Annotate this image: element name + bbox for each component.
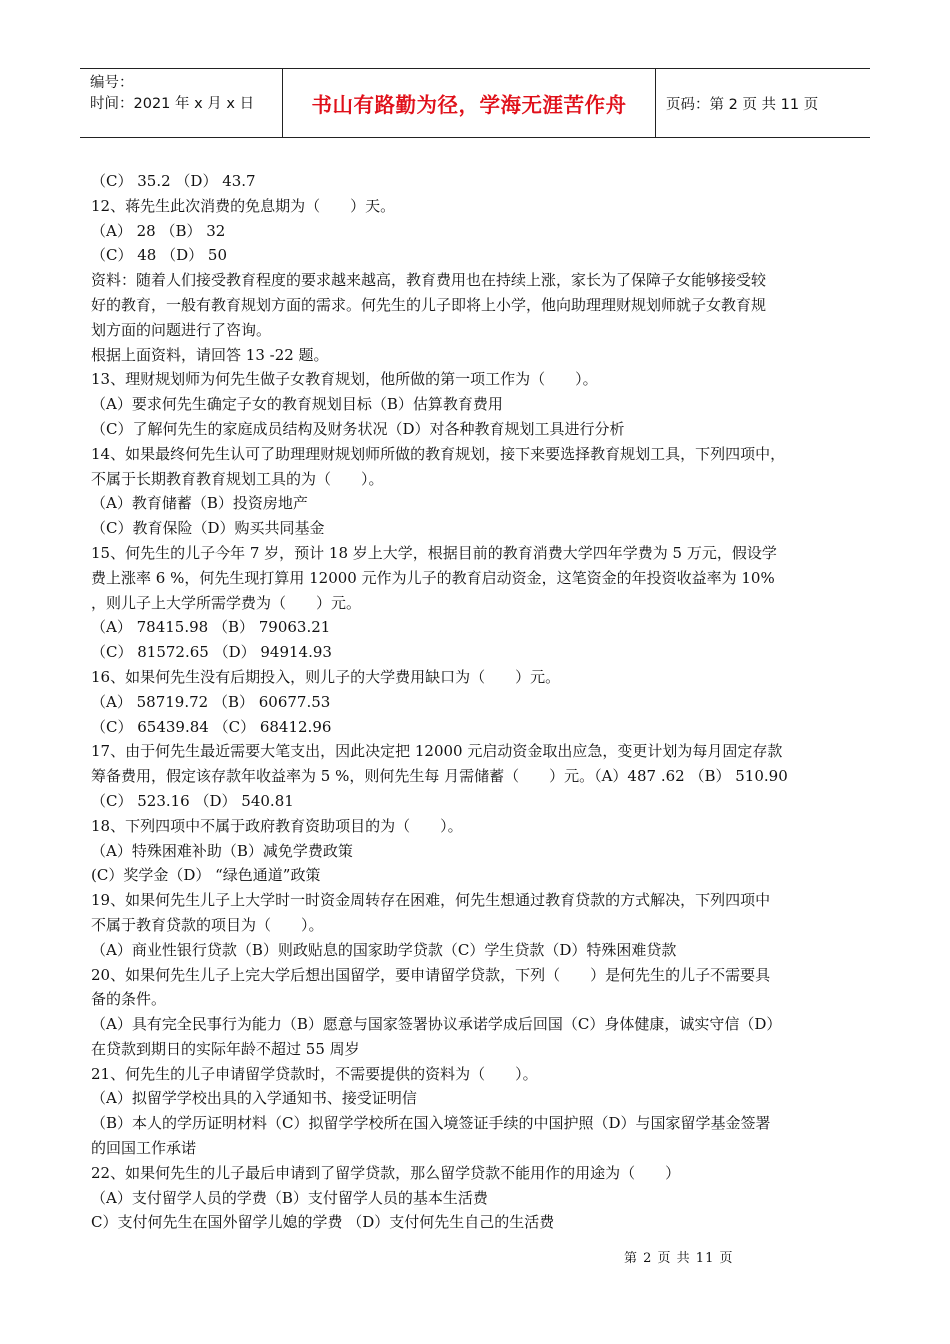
text-line: 划方面的问题进行了咨询。 bbox=[91, 320, 272, 339]
text-line: 筹备费用，假定该存款年收益率为 5 %，则何先生每 月需储蓄（ ）元。（A）487 .62 （B） 510.90 bbox=[91, 767, 788, 786]
text-line: 在贷款到期日的实际年龄不超过 55 周岁 bbox=[91, 1039, 360, 1058]
text-line: 12、蒋先生此次消费的免息期为（ ）天。 bbox=[91, 196, 396, 215]
text-line: ，则儿子上大学所需学费为（ ）元。 bbox=[91, 593, 362, 612]
text-line: 14、如果最终何先生认可了助理理财规划师所做的教育规划，接下来要选择教育规划工具，下列四项中， bbox=[91, 444, 786, 463]
text-line: 13、理财规划师为何先生做子女教育规划，他所做的第一项工作为（ ）。 bbox=[91, 370, 598, 389]
document-time-label: 时间：2021 年 x 月 x 日 bbox=[90, 96, 255, 112]
text-line: （A） 78415.98 （B） 79063.21 bbox=[91, 618, 331, 637]
text-line: 20、如果何先生儿子上完大学后想出国留学，要申请留学贷款，下列（ ）是何先生的儿子不需要具 bbox=[91, 965, 771, 984]
text-line: 备的条件。 bbox=[91, 990, 167, 1009]
text-line: 21、何先生的儿子申请留学贷款时，不需要提供的资料为（ ）。 bbox=[91, 1064, 538, 1083]
text-line: C）支付何先生在国外留学儿媳的学费 （D）支付何先生自己的生活费 bbox=[91, 1213, 555, 1232]
text-line: 根据上面资料，请回答 13 -22 题。 bbox=[91, 345, 329, 364]
text-line: （C） 65439.84 （C） 68412.96 bbox=[91, 717, 332, 736]
header-page-info: 页码：第 2 页 共 11 页 bbox=[666, 96, 819, 113]
text-line: 费上涨率 6 %，何先生现打算用 12000 元作为儿子的教育启动资金，这笔资金的年投资收益率为 10% bbox=[91, 568, 775, 587]
text-line: （A） 28 （B） 32 bbox=[91, 221, 226, 240]
header-motto: 书山有路勤为径，学海无涯苦作舟 bbox=[282, 69, 656, 137]
text-line: (C）奖学金（D） “绿色通道”政策 bbox=[91, 866, 321, 885]
text-line: （A）特殊困难补助（B）减免学费政策 bbox=[91, 841, 353, 860]
text-line: 15、何先生的儿子今年 7 岁，预计 18 岁上大学，根据目前的教育消费大学四年学费为 5 万元，假设学 bbox=[91, 543, 777, 562]
text-line: 17、由于何先生最近需要大笔支出，因此决定把 12000 元启动资金取出应急，变更计划为每月固定存款 bbox=[91, 742, 783, 761]
text-line: （A）拟留学学校出具的入学通知书、接受证明信 bbox=[91, 1089, 417, 1108]
text-line: 资料：随着人们接受教育程度的要求越来越高，教育费用也在持续上涨，家长为了保障子女能够接受较 bbox=[91, 271, 767, 290]
text-line: （C） 35.2 （D） 43.7 bbox=[91, 172, 256, 190]
text-line: 不属于长期教育教育规划工具的为（ ）。 bbox=[91, 469, 384, 488]
text-line: 22、如果何先生的儿子最后申请到了留学贷款，那么留学贷款不能用作的用途为（ ） bbox=[91, 1163, 681, 1182]
page-footer: 第 2 页 共 11 页 bbox=[624, 1251, 734, 1266]
header-info bbox=[80, 69, 282, 137]
text-line: 的回国工作承诺 bbox=[91, 1139, 197, 1158]
text-line: （A）要求何先生确定子女的教育规划目标（B）估算教育费用 bbox=[91, 395, 503, 414]
text-line: 不属于教育贷款的项目为（ ）。 bbox=[91, 915, 324, 934]
text-line: 19、如果何先生儿子上大学时一时资金周转存在困难，何先生想通过教育贷款的方式解决，下列四项中 bbox=[91, 891, 771, 910]
text-line: 好的教育，一般有教育规划方面的需求。何先生的儿子即将上小学，他向助理理财规划师就子女教育规 bbox=[91, 295, 767, 314]
document-number-label: 编号： bbox=[90, 75, 134, 91]
text-line: （A）具有完全民事行为能力（B）愿意与国家签署协议承诺学成后回国（C）身体健康，诚实守信（D） bbox=[91, 1015, 782, 1034]
text-line: （C）教育保险（D）购买共同基金 bbox=[91, 519, 325, 538]
text-line: 16、如果何先生没有后期投入，则儿子的大学费用缺口为（ ）元。 bbox=[91, 667, 561, 686]
text-line: （B）本人的学历证明材料（C）拟留学学校所在国入境签证手续的中国护照（D）与国家留学基金签署 bbox=[91, 1114, 771, 1133]
text-line: （A）商业性银行贷款（B）则政贴息的国家助学贷款（C）学生贷款（D）特殊困难贷款 bbox=[91, 940, 677, 959]
document-body bbox=[91, 169, 871, 1235]
text-line: （C） 81572.65 （D） 94914.93 bbox=[91, 643, 332, 662]
text-line: 18、下列四项中不属于政府教育资助项目的为（ ）。 bbox=[91, 816, 463, 835]
text-line: （C） 523.16 （D） 540.81 bbox=[91, 791, 294, 810]
page-header bbox=[80, 68, 870, 138]
text-line: （C） 48 （D） 50 bbox=[91, 246, 227, 265]
text-line: （A）支付留学人员的学费（B）支付留学人员的基本生活费 bbox=[91, 1188, 488, 1207]
text-line: （C）了解何先生的家庭成员结构及财务状况（D）对各种教育规划工具进行分析 bbox=[91, 419, 625, 438]
text-line: （A） 58719.72 （B） 60677.53 bbox=[91, 692, 331, 711]
text-line: （A）教育储蓄（B）投资房地产 bbox=[91, 494, 308, 513]
